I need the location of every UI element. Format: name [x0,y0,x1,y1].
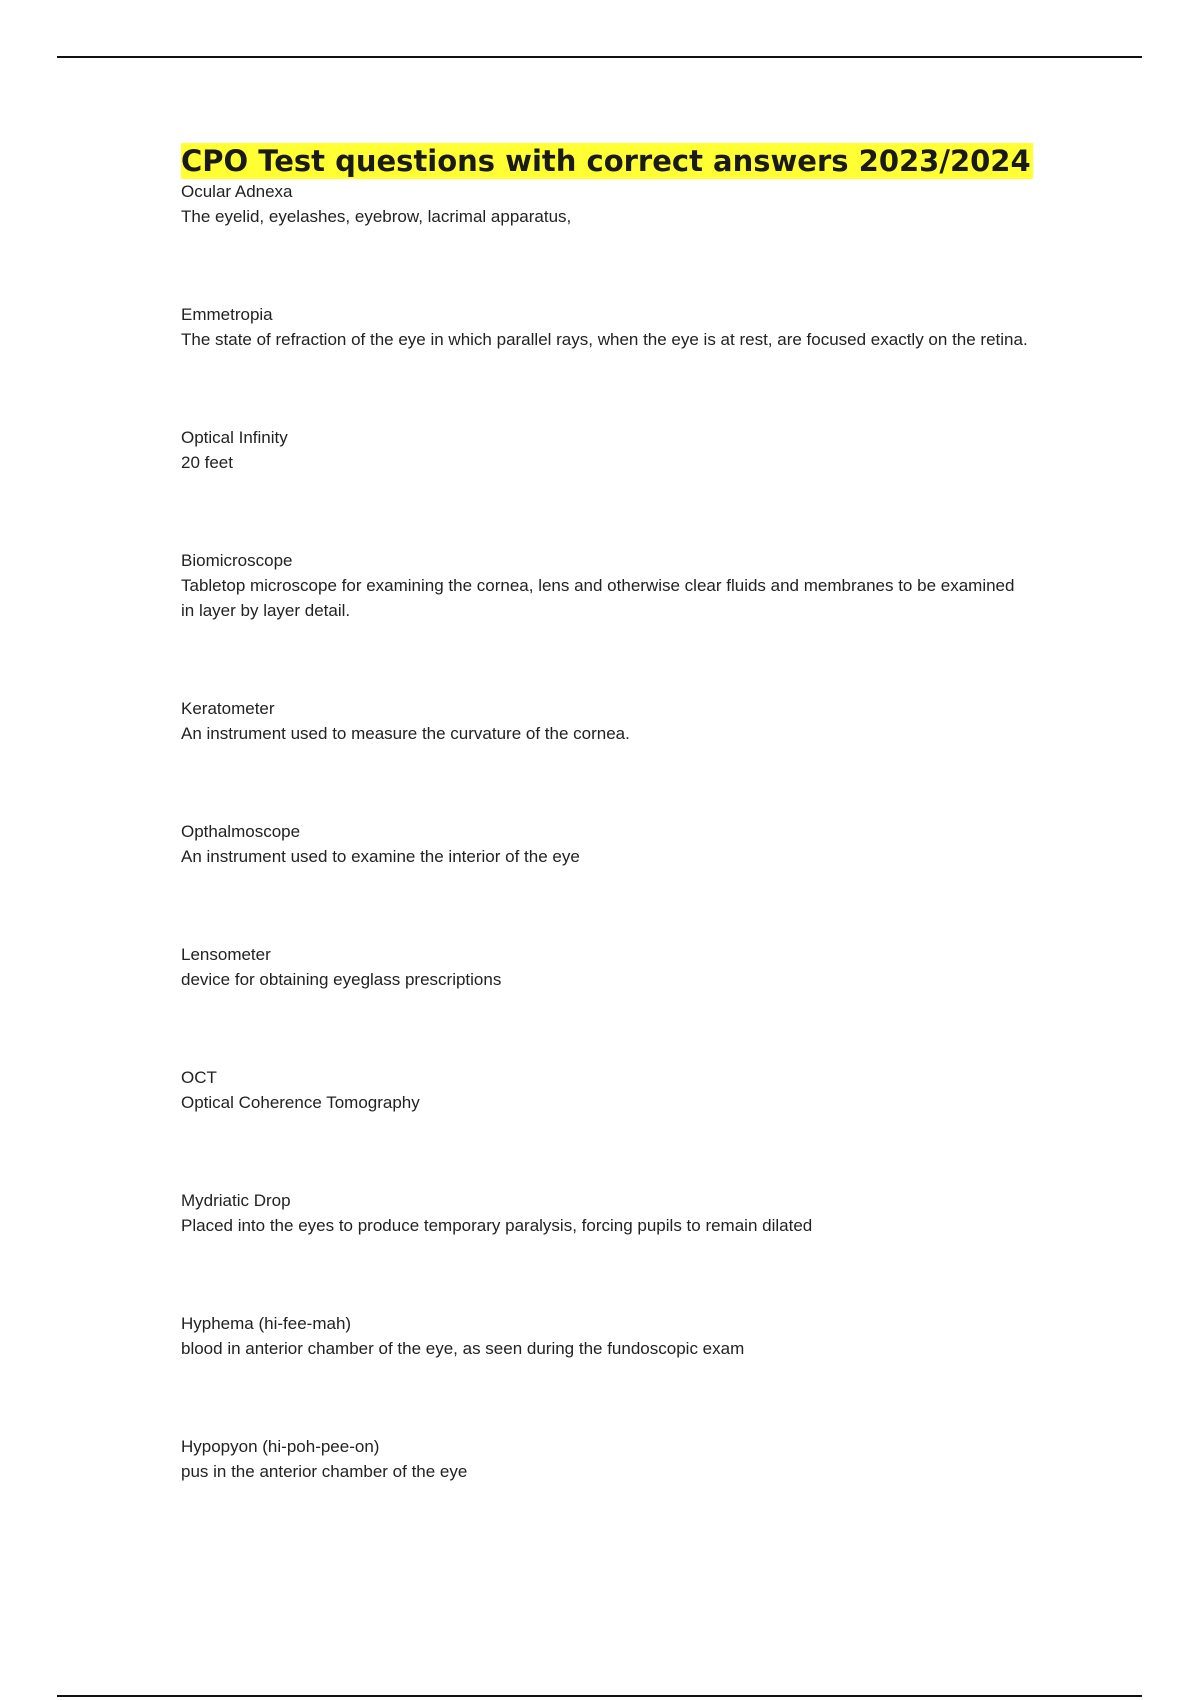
entry-optical-infinity [181,425,1031,475]
entry-lensometer [181,942,1031,992]
entry-definition: pus in the anterior chamber of the eye [181,1462,468,1481]
entry-definition: 20 feet [181,453,233,472]
document-body [181,143,1031,1484]
entry-term: OCT [181,1068,217,1087]
entry-term: Ocular Adnexa [181,182,293,201]
entry-term: Biomicroscope [181,551,293,570]
entry-mydriatic-drop [181,1188,1031,1238]
entry-oct [181,1065,1031,1115]
entry-opthalmoscope [181,819,1031,869]
entry-hyphema [181,1311,1031,1361]
entry-term: Opthalmoscope [181,822,301,841]
entry-term: Emmetropia [181,305,273,324]
entry-ocular-adnexa [181,179,1031,229]
entry-definition: Placed into the eyes to produce temporary paralysis, forcing pupils to remain dilated [181,1216,813,1235]
entry-definition: blood in anterior chamber of the eye, as seen during the fundoscopic exam [181,1339,745,1358]
entry-definition: Tabletop microscope for examining the cornea, lens and otherwise clear fluids and membranes to be examined in layer by layer detail. [181,576,1015,620]
entry-emmetropia [181,302,1031,352]
entry-term: Keratometer [181,699,275,718]
entry-term: Hypopyon (hi-poh-pee-on) [181,1437,380,1456]
entry-term: Lensometer [181,945,271,964]
page-bottom-rule [57,1695,1142,1697]
entry-definition: An instrument used to examine the interior of the eye [181,847,580,866]
entry-definition: The eyelid, eyelashes, eyebrow, lacrimal apparatus, [181,207,572,226]
entry-hypopyon [181,1434,1031,1484]
entry-definition: Optical Coherence Tomography [181,1093,420,1112]
entry-biomicroscope [181,548,1031,623]
entry-term: Optical Infinity [181,428,288,447]
entry-keratometer [181,696,1031,746]
entry-definition: device for obtaining eyeglass prescriptions [181,970,502,989]
entry-term: Mydriatic Drop [181,1191,291,1210]
entry-definition: An instrument used to measure the curvature of the cornea. [181,724,630,743]
entry-definition: The state of refraction of the eye in which parallel rays, when the eye is at rest, are focused exactly on the retina. [181,330,1028,349]
entry-term: Hyphema (hi-fee-mah) [181,1314,352,1333]
document-title: CPO Test questions with correct answers 2023/2024 [181,144,1031,178]
page-top-rule [57,56,1142,58]
